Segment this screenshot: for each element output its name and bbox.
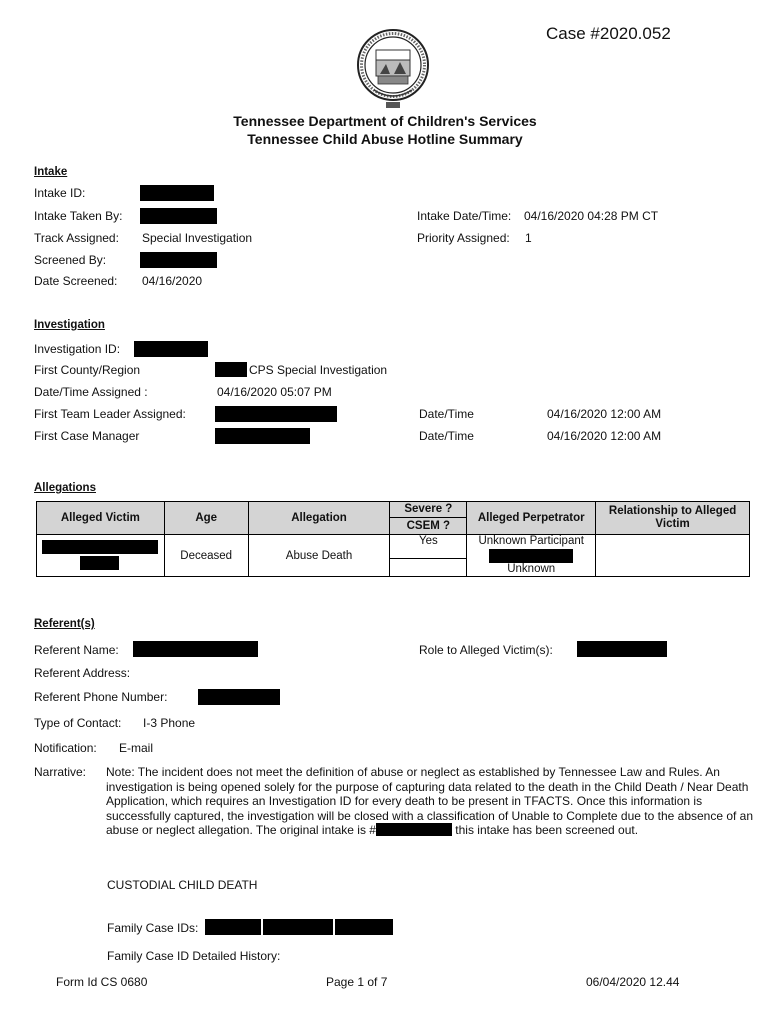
notification-label: Notification:	[34, 741, 97, 755]
narrative-part2: this intake has been screened out.	[451, 823, 639, 838]
col-allegation: Allegation	[248, 502, 390, 535]
redacted-family-id-2	[263, 919, 333, 935]
screened-by-label: Screened By:	[34, 253, 107, 267]
col-alleged-perpetrator: Alleged Perpetrator	[467, 502, 596, 535]
case-manager-dt-label: Date/Time	[419, 429, 474, 443]
relationship-cell	[596, 535, 750, 577]
age-cell: Deceased	[164, 535, 248, 577]
first-county-value: CPS Special Investigation	[249, 363, 388, 377]
redacted-intake-number	[376, 823, 452, 836]
redacted-perpetrator	[489, 549, 573, 563]
allegation-cell: Abuse Death	[248, 535, 390, 577]
date-screened-label: Date Screened:	[34, 274, 118, 288]
priority-label: Priority Assigned:	[417, 231, 510, 245]
notification-value: E-mail	[119, 741, 154, 755]
redacted-referent-name	[133, 641, 258, 657]
footer-timestamp: 06/04/2020 12.44	[586, 975, 680, 989]
page-title: Tennessee Department of Children's Services	[233, 113, 537, 129]
redacted-intake-id	[140, 185, 214, 201]
family-history-label: Family Case ID Detailed History:	[107, 949, 281, 963]
family-case-ids-label: Family Case IDs:	[107, 921, 199, 935]
intake-taken-by-label: Intake Taken By:	[34, 209, 123, 223]
victim-cell	[37, 535, 165, 577]
case-manager-label: First Case Manager	[34, 429, 140, 443]
referent-name-label: Referent Name:	[34, 643, 119, 657]
date-time-assigned-value: 04/16/2020 05:07 PM	[217, 385, 332, 399]
col-age: Age	[164, 502, 248, 535]
narrative-label: Narrative:	[34, 765, 87, 779]
track-assigned-label: Track Assigned:	[34, 231, 119, 245]
col-csem: CSEM ?	[390, 518, 467, 535]
severe-cell: Yes	[390, 535, 467, 559]
date-screened-value: 04/16/2020	[142, 274, 203, 288]
footer-form-id: Form Id CS 0680	[56, 975, 148, 989]
referent-address-label: Referent Address:	[34, 666, 131, 680]
redacted-case-manager	[215, 428, 310, 444]
team-leader-label: First Team Leader Assigned:	[34, 407, 186, 421]
narrative-text	[106, 765, 761, 838]
team-leader-dt-value: 04/16/2020 12:00 AM	[547, 407, 662, 421]
investigation-heading: Investigation	[34, 319, 105, 331]
redacted-county	[215, 362, 247, 377]
redacted-victim-name-2	[80, 556, 119, 570]
team-leader-dt-label: Date/Time	[419, 407, 474, 421]
case-manager-dt-value: 04/16/2020 12:00 AM	[547, 429, 662, 443]
state-seal-icon	[356, 28, 430, 110]
track-assigned-value: Special Investigation	[142, 231, 253, 245]
redacted-phone	[198, 689, 280, 705]
redacted-taken-by	[140, 208, 217, 224]
redacted-screened-by	[140, 252, 217, 268]
csem-cell	[390, 558, 467, 576]
referent-phone-label: Referent Phone Number:	[34, 690, 168, 704]
type-of-contact-value: I-3 Phone	[143, 716, 196, 730]
redacted-family-id-3	[335, 919, 393, 935]
priority-value: 1	[525, 231, 532, 245]
role-label: Role to Alleged Victim(s):	[419, 643, 553, 657]
case-number: Case #2020.052	[546, 24, 671, 43]
redacted-family-id-1	[205, 919, 261, 935]
first-county-label: First County/Region	[34, 363, 141, 377]
redacted-role	[577, 641, 667, 657]
col-alleged-victim: Alleged Victim	[37, 502, 165, 535]
redacted-team-leader	[215, 406, 337, 422]
intake-id-label: Intake ID:	[34, 186, 86, 200]
investigation-id-label: Investigation ID:	[34, 342, 121, 356]
intake-date-time-value: 04/16/2020 04:28 PM CT	[524, 209, 659, 223]
allegations-heading: Allegations	[34, 482, 96, 494]
page-subtitle: Tennessee Child Abuse Hotline Summary	[247, 131, 523, 147]
col-relationship: Relationship to Alleged Victim	[596, 502, 750, 535]
perpetrator-line1: Unknown Participant	[478, 535, 584, 547]
redacted-investigation-id	[134, 341, 208, 357]
intake-heading: Intake	[34, 166, 68, 178]
intake-date-time-label: Intake Date/Time:	[417, 209, 512, 223]
type-of-contact-label: Type of Contact:	[34, 716, 122, 730]
allegations-table	[36, 501, 750, 577]
narrative-part1: Note: The incident does not meet the definition of abuse or neglect as established by Tennessee Law and Rules. An investigation is being opened solely for the purpose of capturing data related to the death in the Child Death / Near Death Application, which requires an Investigation ID for every death to be present in TFACTS. Once this information is successfully captured, the investigation will be closed with a classification of Unable to Complete due to the absence of an abuse or neglect allegation. The original intake is #	[106, 765, 754, 838]
redacted-victim-name	[42, 540, 158, 554]
referents-heading: Referent(s)	[34, 618, 95, 630]
col-severe: Severe ?	[390, 502, 467, 518]
table-row	[37, 535, 750, 559]
perpetrator-line2: Unknown	[507, 563, 556, 575]
custodial-child-death: CUSTODIAL CHILD DEATH	[107, 878, 258, 892]
perpetrator-cell	[467, 535, 596, 577]
footer-page: Page 1 of 7	[326, 975, 388, 989]
date-time-assigned-label: Date/Time Assigned :	[34, 385, 148, 399]
